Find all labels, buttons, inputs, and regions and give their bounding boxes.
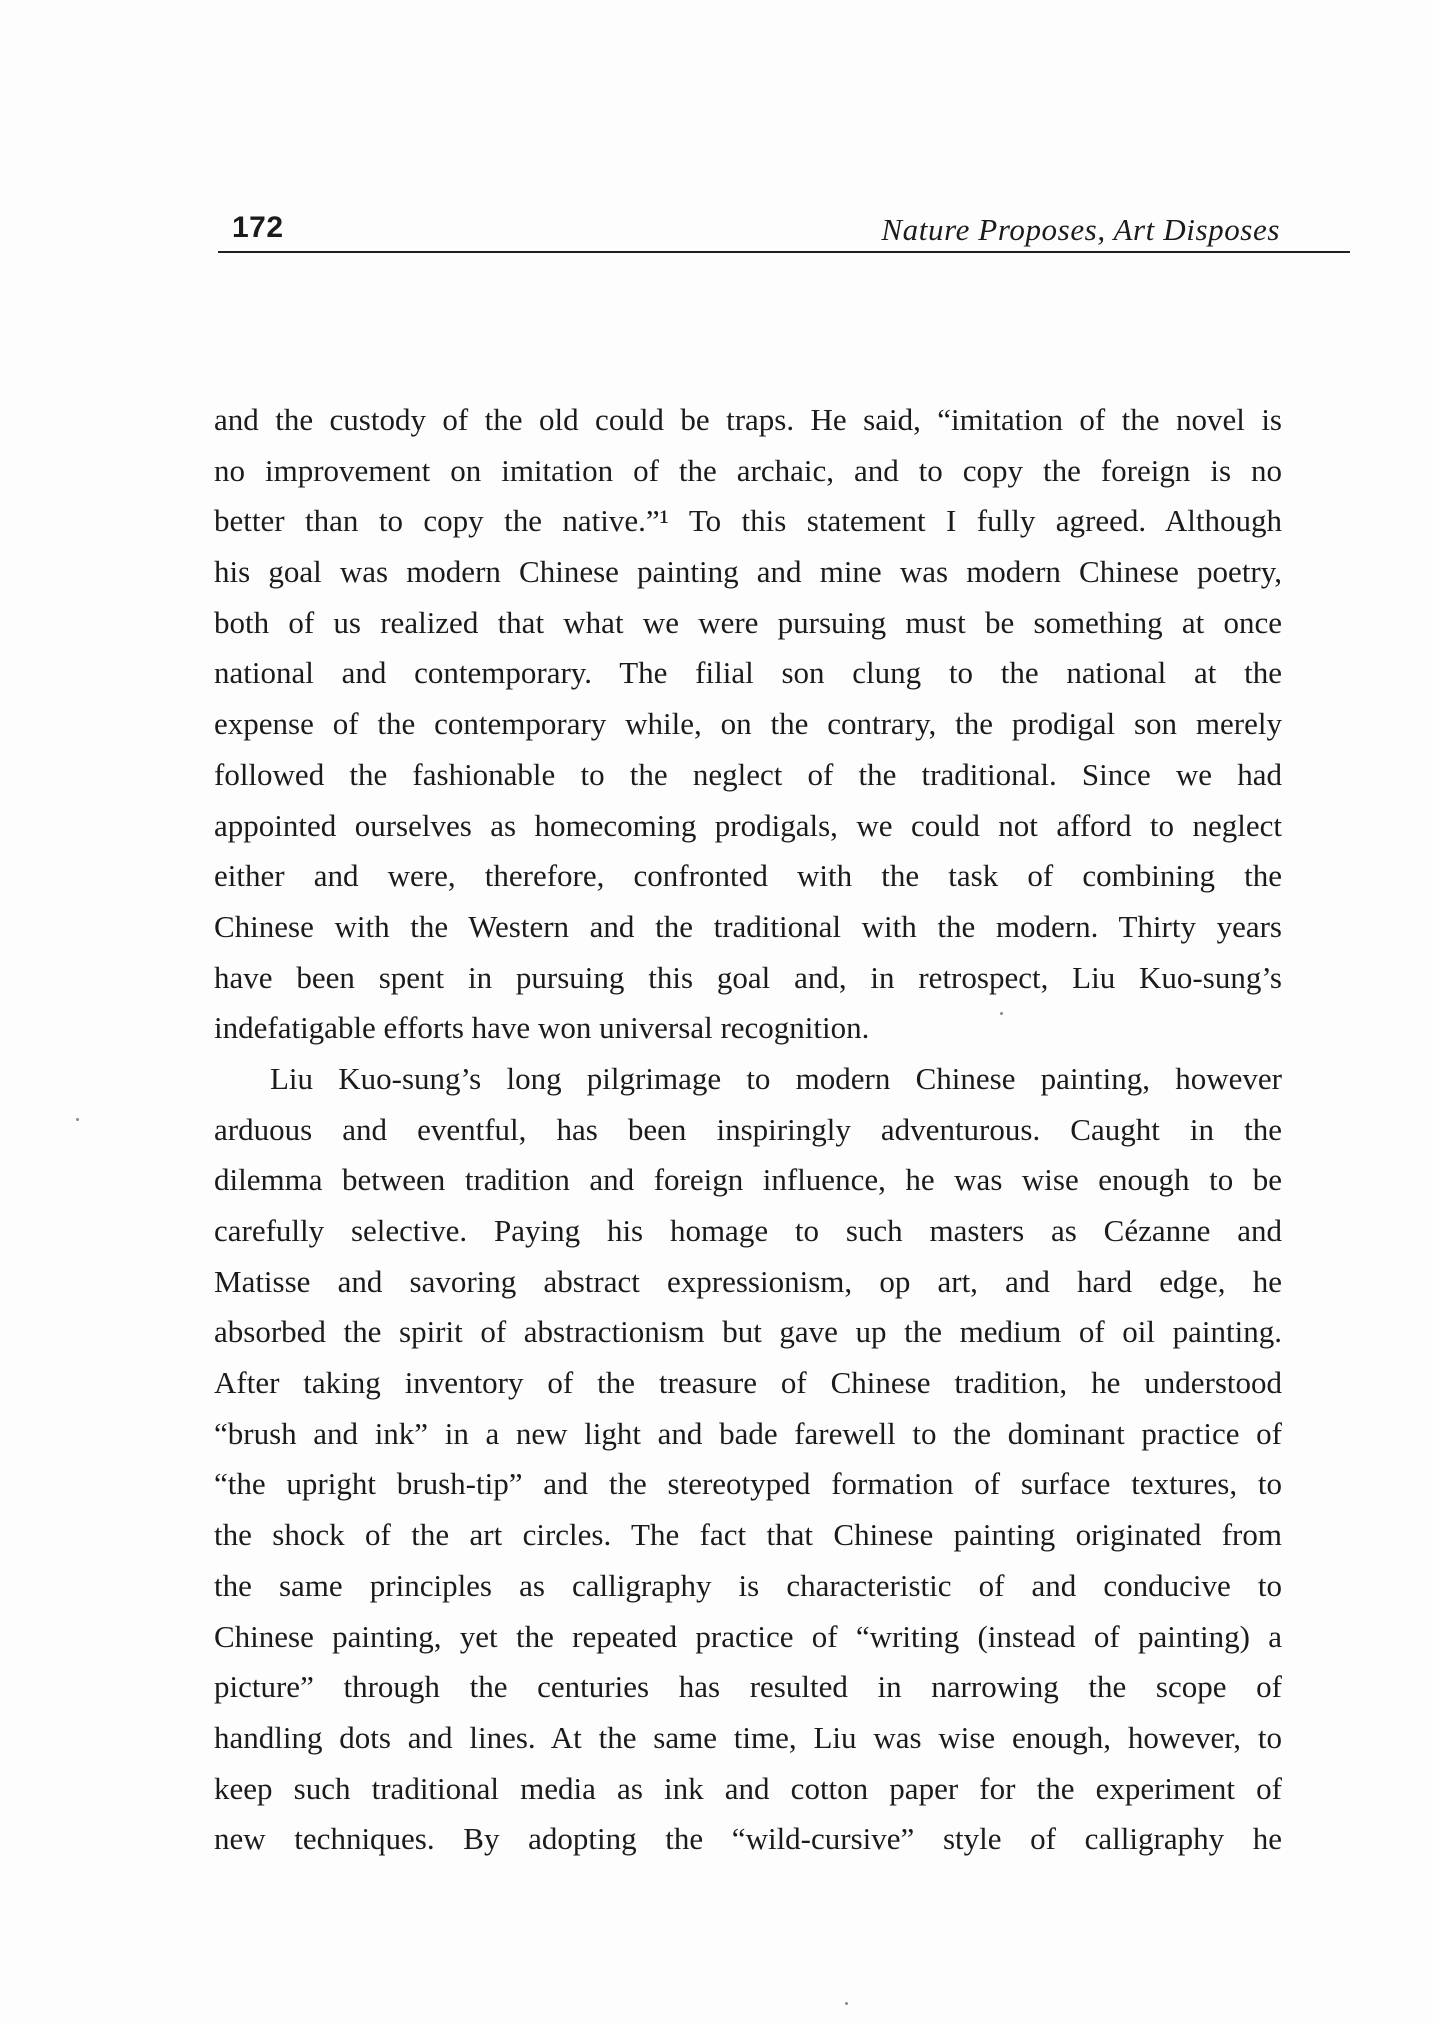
text-line: “the upright brush-tip” and the stereotyped formation of surface textures, to: [214, 1466, 1282, 1502]
text-line: picture” through the centuries has resulted in narrowing the scope of: [214, 1669, 1282, 1705]
text-line: no improvement on imitation of the archaic, and to copy the foreign is no: [214, 452, 1282, 488]
text-line: handling dots and lines. At the same time, Liu was wise enough, however, to: [214, 1719, 1282, 1755]
running-head: [218, 208, 1350, 254]
text-line: the same principles as calligraphy is characteristic of and conducive to: [214, 1567, 1282, 1603]
text-line: carefully selective. Paying his homage to such masters as Cézanne and: [214, 1213, 1282, 1248]
text-line: Chinese painting, yet the repeated practice of “writing (instead of painting) a: [214, 1618, 1282, 1654]
paragraph-2: [214, 1054, 1282, 1865]
running-title: Nature Proposes, Art Disposes: [881, 212, 1280, 247]
scan-speck: [1000, 1012, 1003, 1015]
text-line: and the custody of the old could be traps. He said, “imitation of the novel is: [214, 402, 1282, 437]
text-line: arduous and eventful, has been inspiringly adventurous. Caught in the: [214, 1111, 1282, 1147]
text-line: expense of the contemporary while, on the contrary, the prodigal son merely: [214, 706, 1282, 742]
scan-speck: [76, 1118, 79, 1121]
text-line: either and were, therefore, confronted with the task of combining the: [214, 858, 1282, 894]
text-line: dilemma between tradition and foreign influence, he was wise enough to be: [214, 1162, 1282, 1198]
text-line: his goal was modern Chinese painting and mine was modern Chinese poetry,: [214, 554, 1282, 590]
text-line: new techniques. By adopting the “wild-cursive” style of calligraphy he: [214, 1821, 1282, 1857]
text-line: After taking inventory of the treasure of Chinese tradition, he understood: [214, 1365, 1282, 1401]
scan-speck: [845, 2002, 848, 2005]
page-number: 172: [232, 211, 284, 244]
text-line: Liu Kuo-sung’s long pilgrimage to modern Chinese painting, however: [270, 1060, 1282, 1096]
text-line: Matisse and savoring abstract expressionism, op art, and hard edge, he: [214, 1263, 1282, 1299]
text-line: national and contemporary. The filial son clung to the national at the: [214, 655, 1282, 691]
text-line: appointed ourselves as homecoming prodigals, we could not afford to neglect: [214, 807, 1282, 843]
body-text: [214, 395, 1282, 1865]
text-line: indefatigable efforts have won universal recognition.: [214, 1010, 870, 1046]
text-line: the shock of the art circles. The fact that Chinese painting originated from: [214, 1517, 1282, 1553]
text-line: followed the fashionable to the neglect of the traditional. Since we had: [214, 756, 1282, 792]
paragraph-1: [214, 395, 1282, 1054]
text-line: have been spent in pursuing this goal and, in retrospect, Liu Kuo-sung’s: [214, 959, 1282, 995]
text-line: keep such traditional media as ink and cotton paper for the experiment of: [214, 1770, 1282, 1806]
text-line: better than to copy the native.”¹ To this statement I fully agreed. Although: [214, 503, 1282, 539]
header-rule: [218, 251, 1350, 253]
text-line: Chinese with the Western and the traditional with the modern. Thirty years: [214, 908, 1282, 944]
text-line: “brush and ink” in a new light and bade farewell to the dominant practice of: [214, 1415, 1282, 1451]
text-line: both of us realized that what we were pursuing must be something at once: [214, 604, 1282, 640]
text-line: absorbed the spirit of abstractionism but gave up the medium of oil painting.: [214, 1314, 1282, 1350]
